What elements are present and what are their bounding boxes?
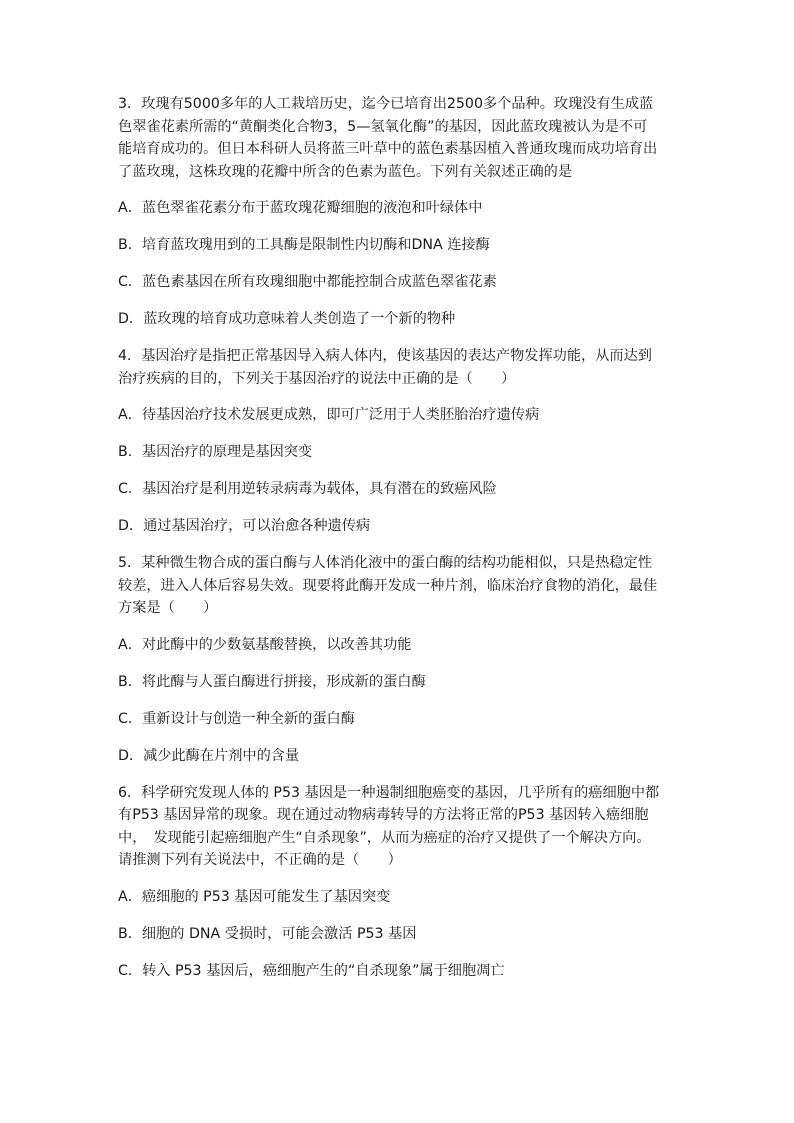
stem-line: 治疗疾病的目的，下列关于基因治疗的说法中正确的是（ ） [118,370,516,387]
stem-line: 3．玫瑰有5000多年的人工栽培历史，迄今已培育出2500多个品种。玫瑰没有生成蓝 [118,96,654,112]
question-5-option-a: A．对此酶中的少数氨基酸替换，以改善其功能 [118,636,412,653]
question-4-stem [118,345,678,390]
stem-line: 较差，进入人体后容易失效。现要将此酶开发成一种片剂，临床治疗食物的消化，最佳 [118,577,658,594]
question-3-option-b: B．培育蓝玫瑰用到的工具酶是限制性内切酶和DNA 连接酶 [118,237,490,253]
stem-line: 6．科学研究发现人体的 P53 基因是一种遏制细胞癌变的基因，几乎所有的癌细胞中都 [118,784,660,801]
question-3 [118,93,678,331]
stem-line: 能培育成功的。但日本科研人员将蓝三叶草中的蓝色素基因植入普通玫瑰而成功培育出 [118,141,658,157]
question-6-option-a: A．癌细胞的 P53 基因可能发生了基因突变 [118,888,391,905]
question-4-option-d: D．通过基因治疗，可以治愈各种遗传病 [118,518,371,534]
stem-line: 有P53 基因异常的现象。现在通过动物病毒转导的方法将正常的P53 基因转入癌细胞 [118,807,649,823]
question-4 [118,345,678,538]
question-6-stem [118,782,678,872]
question-4-option-c: C．基因治疗是利用逆转录病毒为载体，具有潜在的致癌风险 [118,481,497,497]
question-6-option-b: B．细胞的 DNA 受损时，可能会激活 P53 基因 [118,925,417,942]
question-3-option-c: C．蓝色素基因在所有玫瑰细胞中都能控制合成蓝色翠雀花素 [118,274,497,290]
question-5-option-c: C．重新设计与创造一种全新的蛋白酶 [118,710,355,727]
stem-line: 色翠雀花素所需的“黄酮类化合物3，5—氢氧化酶”的基因，因此蓝玫瑰被认为是不可 [118,118,648,135]
document-page [118,93,678,997]
question-5-option-d: D．减少此酶在片剂中的含量 [118,747,300,764]
question-3-stem [118,93,678,183]
question-6-option-c: C．转入 P53 基因后，癌细胞产生的“自杀现象”属于细胞凋亡 [118,962,505,979]
stem-line: 中， 发现能引起癌细胞产生“自杀现象”，从而为癌症的治疗又提供了一个解决方向。 [118,829,651,846]
stem-line: 了蓝玫瑰，这株玫瑰的花瓣中所含的色素为蓝色。下列有关叙述正确的是 [118,163,573,180]
question-4-option-a: A．待基因治疗技术发展更成熟，即可广泛用于人类胚胎治疗遗传病 [118,407,540,423]
question-6 [118,782,678,983]
question-3-option-d: D．蓝玫瑰的培育成功意味着人类创造了一个新的物种 [118,311,456,327]
stem-line: 5．某种微生物合成的蛋白酶与人体消化液中的蛋白酶的结构功能相似，只是热稳定性 [118,555,652,571]
stem-line: 4．基因治疗是指把正常基因导入病人体内，使该基因的表达产物发挥功能，从而达到 [118,348,652,364]
question-4-option-b: B．基因治疗的原理是基因突变 [118,444,313,460]
question-5-option-b: B．将此酶与人蛋白酶进行拼接，形成新的蛋白酶 [118,673,426,690]
question-5-stem [118,552,678,620]
question-3-option-a: A．蓝色翠雀花素分布于蓝玫瑰花瓣细胞的液泡和叶绿体中 [118,200,483,216]
stem-line: 请推测下列有关说法中，不正确的是（ ） [118,852,402,868]
stem-line: 方案是（ ） [118,600,218,616]
question-5 [118,552,678,767]
